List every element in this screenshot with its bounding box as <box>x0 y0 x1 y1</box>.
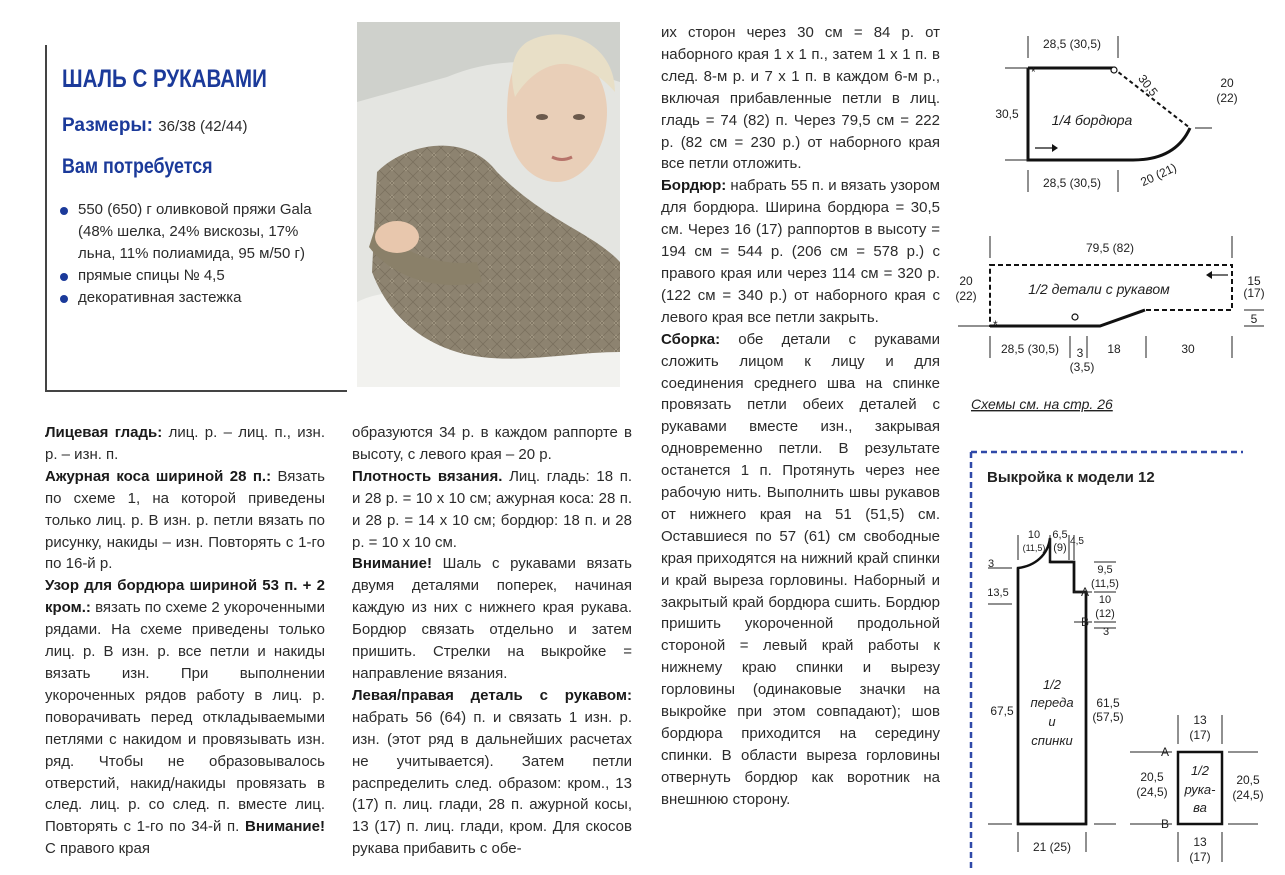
paragraph <box>661 175 940 328</box>
paragraph <box>45 575 325 860</box>
dim-label: (24,5) <box>1136 785 1168 799</box>
border-diagram <box>995 36 1237 192</box>
dim-right-alt: (17) <box>1243 286 1265 300</box>
dim-label: 4,5 <box>1070 536 1084 547</box>
piece-label: ва <box>1193 800 1207 815</box>
dim-left: 20 <box>959 274 973 288</box>
mark-a: A <box>1081 585 1090 599</box>
piece-label: рука- <box>1184 782 1216 797</box>
dim-label: (12) <box>1095 608 1115 620</box>
piece-label: переда <box>1030 695 1074 710</box>
dim-label: 13 <box>1193 713 1207 727</box>
dim-label: 10 <box>1098 594 1112 606</box>
dim-left: 30,5 <box>995 107 1019 121</box>
dim-label: (17) <box>1189 728 1211 742</box>
sizes-label: Размеры: <box>62 115 153 136</box>
star-mark: * <box>1031 65 1036 79</box>
paragraph: их сторон через 30 см = 84 р. от наборного края 1 x 1 п., затем 1 x 1 п. в след. 8-м р. и 7 x 1 п. в каждом 6-м р., включая прибавленные петли в лиц. гладь = 74 (82) п. Через 79,5 см = 222 р. (82 см = 230 р.) от наборного края все петли отложить. <box>661 24 940 173</box>
term: Ажурная коса шириной 28 п.: <box>45 467 272 485</box>
term: Внимание! <box>352 555 432 573</box>
term: Левая/правая деталь с рукавом: <box>352 686 632 704</box>
term: Внимание! <box>245 818 325 836</box>
mark-b: B <box>1081 615 1090 629</box>
paragraph <box>352 685 632 860</box>
text: Вязать по схеме 1, на которой приведены только лиц. р. В изн. р. петли вязать по рисунку, накиды – изн. Повторять с 1-го по 16-й р. <box>45 467 325 573</box>
dim-label: 67,5 <box>990 704 1014 718</box>
dim-bottom: 28,5 (30,5) <box>1042 176 1102 190</box>
dim-label: (24,5) <box>1232 788 1264 802</box>
dim-label: 6,5 <box>1052 529 1068 541</box>
star-mark: * <box>993 318 998 332</box>
paragraph <box>661 329 940 811</box>
text: набрать 55 п. и вязать узором для бордюра. Ширина бордюра = 30,5 см. Через 16 (17) раппортов в высоту = 194 см = 544 р. (206 см = 578 р.) с правого края или через 114 см = 320 р. (122 см = 340 р.) от наборного края с левого края все петли закрыть. <box>661 177 940 326</box>
paragraph <box>352 553 632 684</box>
mark-a: A <box>1161 745 1170 759</box>
dim-label: (11,5) <box>1022 543 1046 553</box>
mark-b: B <box>1161 817 1170 831</box>
piece-label: 1/2 <box>1042 677 1062 692</box>
paragraph <box>45 422 325 466</box>
dim-label: 61,5 <box>1096 696 1120 710</box>
term: Лицевая гладь: <box>45 424 163 441</box>
text: вязать по схеме 2 укороченными рядами. На схеме приведены только лиц. р. В изн. р. все петли и накиды вязать изн. При выполнении укороченных рядов работу в лиц. р. поворачивать перед откладываемыми петлями с накидом и провязывать изн. ряд. Чтобы не образовывалось отверстий, накид/накиды провязать в след. лиц. р. со след. п. вместе лиц. Повторять с 1-го по 34-й п. <box>45 599 326 836</box>
dim-label: 20,5 <box>1236 773 1260 787</box>
dim-top: 28,5 (30,5) <box>1042 37 1102 51</box>
article-title: ШАЛЬ С РУКАВАМИ <box>62 65 267 93</box>
paragraph <box>352 466 632 554</box>
text: лиц. р. – лиц. п., изн. р. – изн. п. <box>45 424 326 463</box>
schemes-reference: Схемы см. на стр. 26 <box>971 396 1113 412</box>
term: Узор для бордюра шириной 53 п. + 2 кром.: <box>45 577 325 617</box>
dim-diagonal: 30,5 <box>1135 71 1161 99</box>
dim-right-alt: (22) <box>1216 91 1238 105</box>
piece-label: и <box>1048 714 1056 729</box>
dim-label: 13 <box>1193 835 1207 849</box>
part-label: 1/2 детали с рукавом <box>1028 281 1170 297</box>
dim-label: (9) <box>1053 542 1067 554</box>
dim-right-small: 5 <box>1250 312 1258 326</box>
dim-b4: 30 <box>1181 342 1195 356</box>
material-item: прямые спицы № 4,5 <box>60 265 330 287</box>
dim-label: (57,5) <box>1092 710 1124 724</box>
dim-b3: 18 <box>1107 342 1121 356</box>
material-item: декоративная застежка <box>60 287 330 309</box>
materials-list <box>60 199 330 309</box>
paragraph: образуются 34 р. в каждом раппорте в высоту, с левого края – 20 р. <box>352 424 632 463</box>
text-column-3 <box>661 22 940 811</box>
dim-label: (17) <box>1189 850 1211 864</box>
material-item: 550 (650) г оливковой пряжи Gala (48% шелка, 24% вискозы, 17% льна, 11% полиамида, 95 м/50 г) <box>60 199 330 265</box>
dim-curve: 20 (21) <box>1138 160 1179 190</box>
piece-label: спинки <box>1031 733 1073 748</box>
dim-top: 79,5 (82) <box>1085 241 1135 255</box>
model-photo <box>357 22 620 387</box>
dim-label: 20,5 <box>1140 770 1164 784</box>
text: обе детали с рукавами сложить лицом к лицу и для соединения среднего шва на спинке провязать петли обеих деталей с рукавами вместе изн., закрывая одновременно петли. В результате останется 1 п. Протянуть через нее рабочую нить. Выполнить швы рукавов от нижнего края на 51 (51,5) см. Оставшиеся по 57 (61) см свободные края приходятся на нижний край спинки и край выреза горловины. Наборный и закрытый край бордюра сшить. Бордюр пришить укороченной продольной стороной = левый край работы к нижнему краю спинки и вырезу горловины (одинаковые значки на выкройке при этом совпадают); шов бордюра приходится на середину спинки. В области выреза горловины отвернуть бордюр как воротник на внешнюю сторону. <box>661 330 940 808</box>
dim-label: 3 <box>988 558 995 570</box>
pattern-block <box>971 452 1264 870</box>
dim-label: 3 <box>1102 626 1110 638</box>
dim-right: 15 <box>1247 274 1261 288</box>
paragraph <box>45 466 325 576</box>
dim-b2-alt: (3,5) <box>1069 360 1095 374</box>
dim-label: (11,5) <box>1091 578 1119 590</box>
schematics-panel <box>950 0 1285 875</box>
dim-label: 9,5 <box>1097 564 1113 576</box>
sizes-line <box>62 115 248 137</box>
text: С правого края <box>45 840 150 858</box>
sizes-value: 36/38 (42/44) <box>158 118 248 135</box>
piece-label: 1/2 <box>1190 763 1210 778</box>
text-column-1 <box>45 422 325 860</box>
dim-right: 20 <box>1220 76 1234 90</box>
dim-b2: 3 <box>1076 346 1084 360</box>
sleeve-piece-diagram <box>955 236 1264 374</box>
term: Бордюр: <box>661 177 727 195</box>
text: Лиц. гладь: 18 п. и 28 р. = 10 x 10 см; ажурная коса: 28 п. и 28 р. = 14 x 10 см; бордюр: 18 п. и 28 р. = 10 x 10 см. <box>352 467 632 551</box>
part-label: 1/4 бордюра <box>1051 112 1133 128</box>
pattern-title: Выкройка к модели 12 <box>987 469 1155 486</box>
materials-heading: Вам потребуется <box>62 155 213 178</box>
dim-label: 10 <box>1027 529 1041 541</box>
dim-label: 21 (25) <box>1032 840 1072 854</box>
text: Шаль с рукавами вязать двумя деталями поперек, начиная каждую из них с нижнего края рукава. Бордюр связать отдельно и затем пришить. Стрелки на выкройке = направление вязания. <box>352 555 632 682</box>
dim-label: 13,5 <box>987 587 1009 599</box>
dim-b1: 28,5 (30,5) <box>1000 342 1060 356</box>
text: набрать 56 (64) п. и связать 1 изн. р. изн. (этот ряд в дальнейших расчетах не учитывается). Затем петли распределить след. образом: кром., 13 (17) п. лиц. глади, 28 п. ажурной косы, 13 (17) п. лиц. глади, кром. Для скосов рукава прибавить с обе- <box>352 708 632 858</box>
term: Плотность вязания. <box>352 467 503 485</box>
dim-left-alt: (22) <box>955 289 977 303</box>
term: Сборка: <box>661 330 721 348</box>
text-column-2 <box>352 422 632 860</box>
